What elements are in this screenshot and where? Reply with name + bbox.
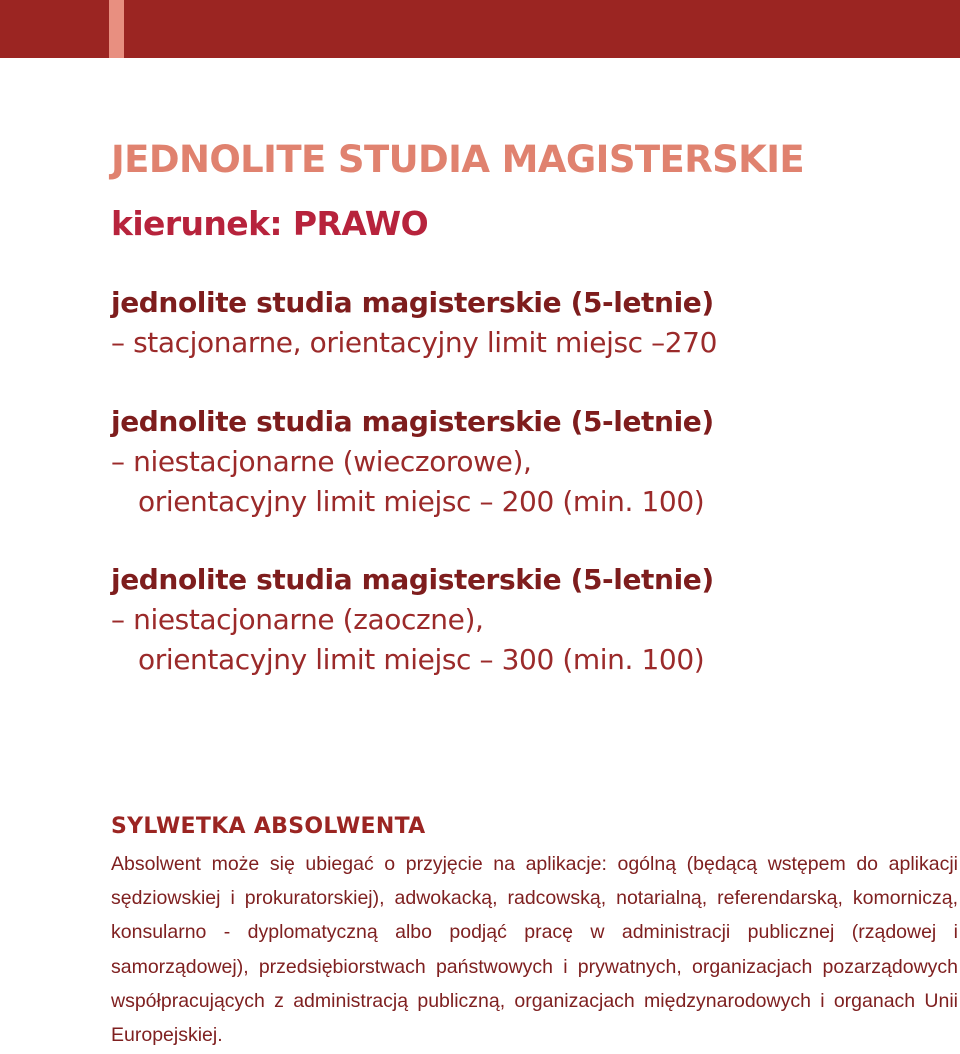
program-block-extramural xyxy=(111,560,956,680)
program-heading: jednolite studia magisterskie (5-letnie) xyxy=(111,563,714,596)
field-of-study-title: kierunek: PRAWO xyxy=(111,204,429,243)
header-accent-stripe xyxy=(109,0,124,58)
graduate-profile-heading: SYLWETKA ABSOLWENTA xyxy=(111,814,426,839)
program-detail: orientacyjny limit miejsc – 200 (min. 100) xyxy=(138,485,705,518)
program-heading: jednolite studia magisterskie (5-letnie) xyxy=(111,405,714,438)
program-heading: jednolite studia magisterskie (5-letnie) xyxy=(111,286,714,319)
header-band xyxy=(0,0,960,58)
program-block-full-time xyxy=(111,283,956,363)
program-block-evening xyxy=(111,402,956,522)
program-detail: – stacjonarne, orientacyjny limit miejsc –270 xyxy=(111,326,717,359)
page-title: JEDNOLITE STUDIA MAGISTERSKIE xyxy=(111,138,805,181)
program-detail: orientacyjny limit miejsc – 300 (min. 100) xyxy=(138,643,705,676)
program-detail: – niestacjonarne (wieczorowe), xyxy=(111,445,532,478)
program-detail: – niestacjonarne (zaoczne), xyxy=(111,603,484,636)
graduate-profile-text: Absolwent może się ubiegać o przyjęcie na aplikacje: ogólną (będącą wstępem do aplikacji sędziowskiej i prokuratorskiej), adwokacką, radcowską, notarialną, referendarską, komorniczą, konsularno - dyplomatyczną albo podjąć pracę w administracji publicznej (rządowej i samorządowej), przedsiębiorstwach państwowych i prywatnych, organizacjach pozarządowych współpracujących z administracją publiczną, organizacjach międzynarodowych i organach Unii Europejskiej. xyxy=(111,853,958,1047)
